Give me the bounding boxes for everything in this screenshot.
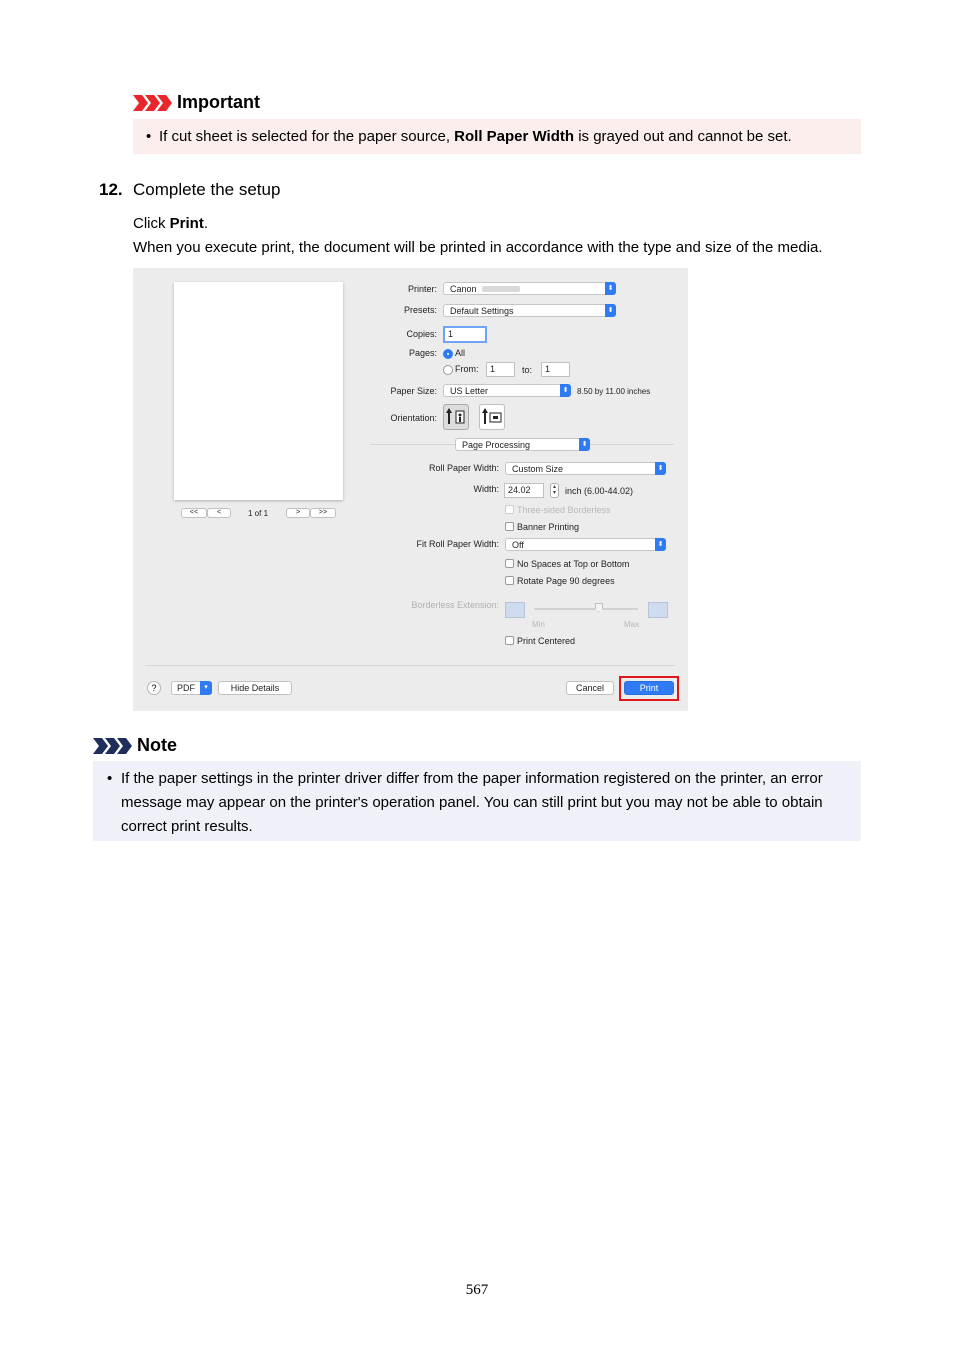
pages-to-input[interactable]: 1 [541, 362, 570, 377]
print-dialog [133, 268, 688, 711]
fit-roll-label: Fit Roll Paper Width: [416, 539, 499, 549]
borderless-extension-slider[interactable] [534, 608, 638, 610]
chevron-updown-icon: ⬍ [605, 304, 616, 317]
fit-roll-select[interactable]: Off ⬍ [505, 538, 666, 551]
blurred-model [482, 286, 520, 292]
banner-printing-checkbox[interactable] [505, 522, 514, 531]
width-input[interactable]: 24.02 [504, 483, 544, 498]
slider-min-label: Min [532, 620, 545, 629]
important-heading [133, 92, 260, 113]
orientation-label: Orientation: [390, 413, 437, 423]
page-number: 567 [465, 1282, 489, 1298]
first-page-button[interactable]: << [181, 508, 207, 518]
next-page-button[interactable]: > [286, 508, 310, 518]
pages-from-radio[interactable] [443, 365, 453, 375]
bottom-divider [145, 665, 675, 666]
chevron-updown-icon: ⬍ [560, 384, 571, 397]
hide-details-button[interactable]: Hide Details [218, 681, 292, 695]
important-text: • If cut sheet is selected for the paper source, Roll Paper Width is grayed out and cannot be set. [146, 128, 792, 145]
help-button[interactable]: ? [147, 681, 161, 695]
bullet: • [146, 128, 152, 145]
print-centered-checkbox[interactable] [505, 636, 514, 645]
roll-paper-width-select[interactable]: Custom Size ⬍ [505, 462, 666, 475]
pdf-button[interactable]: PDF ▾ [171, 681, 212, 695]
three-sided-borderless-checkbox[interactable] [505, 505, 514, 514]
bullet: • [107, 770, 113, 787]
print-centered-label: Print Centered [517, 636, 576, 646]
chevron-updown-icon: ⬍ [655, 538, 666, 551]
no-spaces-label: No Spaces at Top or Bottom [517, 559, 630, 569]
prev-page-button[interactable]: < [207, 508, 231, 518]
presets-label: Presets: [403, 305, 437, 315]
note-text: If the paper settings in the printer driver differ from the paper information registered on the printer, an error message may appear on the printer's operation panel. You can still print but you may not be able to obtain correct print results. [121, 770, 823, 835]
chevron-down-icon: ▾ [200, 681, 212, 695]
slider-thumb[interactable] [595, 603, 603, 612]
orientation-landscape-button[interactable] [479, 404, 505, 430]
landscape-icon [480, 405, 504, 429]
rotate-page-checkbox[interactable] [505, 576, 514, 585]
chevron-updown-icon: ⬍ [605, 282, 616, 295]
pages-from-label: From: [455, 364, 479, 374]
pages-from-input[interactable]: 1 [486, 362, 515, 377]
copies-label: Copies: [406, 329, 437, 339]
important-chevrons-icon [133, 95, 173, 111]
copies-input[interactable]: 1 [443, 326, 487, 343]
note-heading [93, 735, 177, 756]
page-counter: 1 of 1 [248, 509, 269, 518]
click-instruction: Click Print. [133, 215, 209, 232]
orientation-portrait-button[interactable] [443, 404, 469, 430]
chevron-updown-icon: ⬍ [655, 462, 666, 475]
three-sided-borderless-label: Three-sided Borderless [517, 505, 611, 515]
note-chevrons-icon [93, 738, 133, 754]
cancel-button[interactable]: Cancel [566, 681, 614, 695]
width-stepper[interactable]: ▴ ▾ [550, 483, 559, 498]
presets-select[interactable]: Default Settings ⬍ [443, 304, 616, 317]
step-number: 12. [99, 180, 123, 199]
section-select[interactable]: Page Processing ⬍ [455, 438, 590, 451]
banner-printing-label: Banner Printing [517, 522, 580, 532]
chevron-updown-icon: ⬍ [579, 438, 590, 451]
portrait-icon [444, 405, 468, 429]
page-preview [174, 282, 343, 500]
paper-size-label: Paper Size: [390, 386, 437, 396]
paper-size-dims: 8.50 by 11.00 inches [577, 387, 651, 396]
roll-paper-width-term: Roll Paper Width [454, 128, 575, 145]
slider-max-label: Max [624, 620, 640, 629]
pages-all-radio[interactable] [443, 349, 453, 359]
pages-all-label: All [455, 348, 466, 358]
roll-paper-width-label: Roll Paper Width: [428, 463, 499, 473]
rotate-page-label: Rotate Page 90 degrees [517, 576, 615, 586]
pages-to-label: to: [522, 365, 533, 375]
printer-select[interactable]: Canon ⬍ [443, 282, 616, 295]
important-title: Important [177, 92, 260, 112]
width-unit: inch (6.00-44.02) [565, 486, 634, 496]
pages-label: Pages: [408, 348, 437, 358]
step-description: When you execute print, the document will be printed in accordance with the type and size of the media. [133, 239, 823, 256]
width-label: Width: [473, 484, 499, 494]
last-page-button[interactable]: >> [310, 508, 336, 518]
no-spaces-checkbox[interactable] [505, 559, 514, 568]
paper-size-select[interactable]: US Letter ⬍ [443, 384, 571, 397]
step-title: Complete the setup [133, 180, 281, 199]
min-extension-icon [505, 602, 525, 618]
print-button[interactable]: Print [624, 681, 674, 695]
note-title: Note [137, 735, 177, 755]
borderless-extension-label: Borderless Extension: [411, 600, 499, 610]
max-extension-icon [648, 602, 668, 618]
printer-label: Printer: [407, 284, 437, 294]
